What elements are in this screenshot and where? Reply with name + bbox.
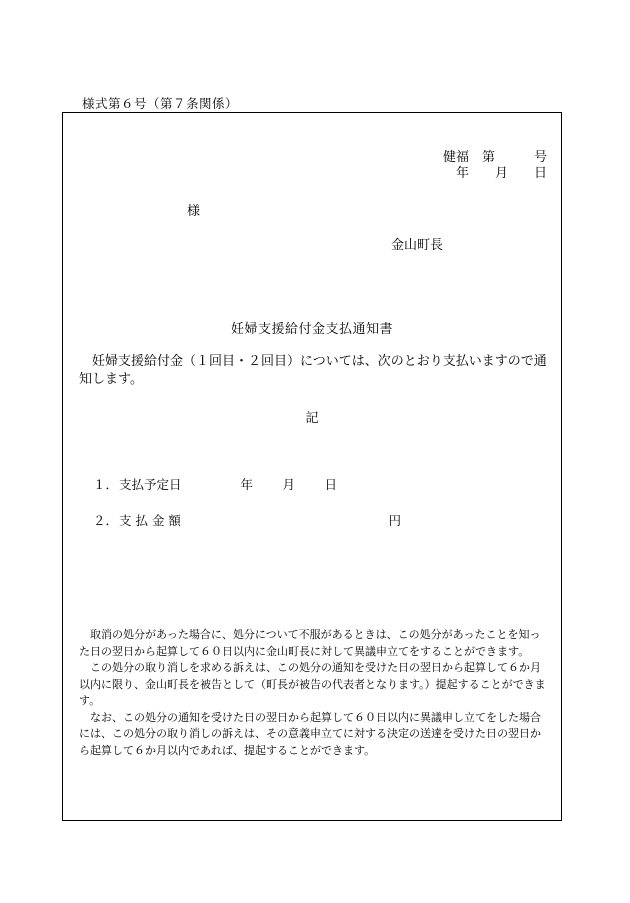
notice-paragraph: なお、この処分の通知を受けた日の翌日から起算して６０日以内に異議申し立てをした場合には、この処分の取り消しの訴えは、その意義申立てに対する決定の送達を受けた日の翌日から起算して６か月以内であれば、提起することができます。 <box>79 710 541 757</box>
item-label: 支払予定日 <box>119 477 182 492</box>
document-title: 妊婦支援給付金支払通知書 <box>230 322 393 337</box>
sender-name: 金山町長 <box>391 238 444 253</box>
day-label: 日 <box>324 477 337 492</box>
document-number: 健福 第 号 <box>442 150 547 165</box>
addressee-honorific: 様 <box>187 204 201 219</box>
notice-paragraph: この処分の取り消しを求める訴えは、この処分の通知を受けた日の翌日から起算して６か月以内に限り、金山町長を被告として（町長が被告の代表者となります。）提起することができます。 <box>79 661 546 707</box>
document-number-block <box>443 150 547 182</box>
appeal-notice <box>79 627 547 759</box>
payment-date-field <box>213 475 337 493</box>
document-date: 年 月 日 <box>455 166 547 181</box>
ki-heading: 記 <box>305 411 319 426</box>
notice-paragraph: 取消の処分があった場合に、処分について不服があるときは、この処分があったことを知った日の翌日から起算して６０日以内に金山町長に対して異議申立てをすることができます。 <box>79 628 541 658</box>
item-payment-amount <box>93 511 401 529</box>
body-text: 妊婦支援給付金（１回目・２回目）については、次のとおり支払いますので通知します。 <box>79 354 547 387</box>
month-label: 月 <box>282 477 295 492</box>
document-frame <box>62 112 562 821</box>
item-number: １． <box>93 477 119 492</box>
item-payment-date <box>93 475 337 493</box>
form-number-label: 様式第６号（第７条関係） <box>82 96 239 111</box>
year-label: 年 <box>240 477 253 492</box>
item-label: 支 払 金 額 <box>119 513 181 528</box>
yen-label: 円 <box>388 513 401 528</box>
item-number: ２． <box>93 513 119 528</box>
